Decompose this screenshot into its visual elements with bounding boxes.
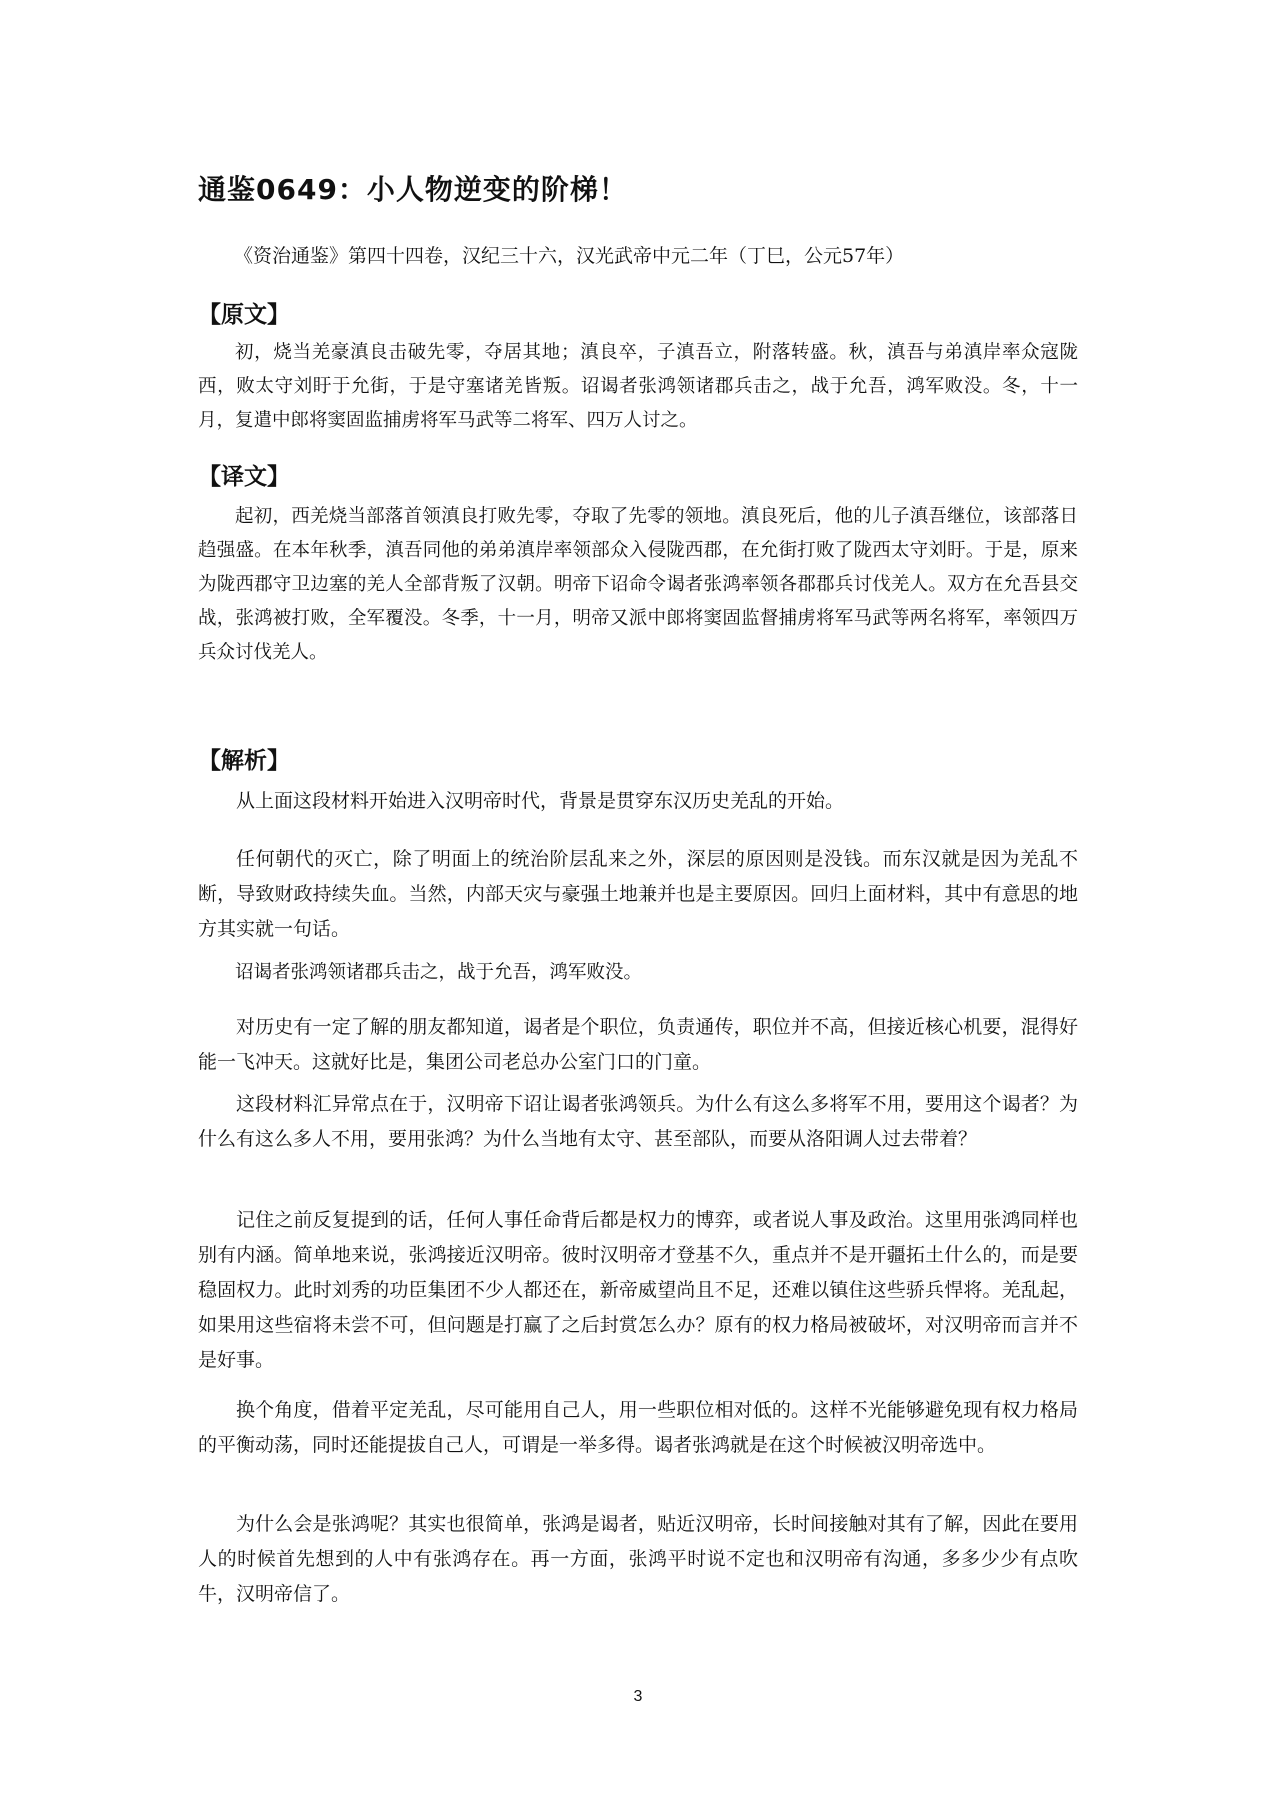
heading-original: 【原文】: [198, 302, 290, 328]
heading-translation: 【译文】: [198, 464, 290, 490]
analysis-paragraph: 任何朝代的灭亡，除了明面上的统治阶层乱来之外，深层的原因则是没钱。而东汉就是因为羌乱不断，导致财政持续失血。当然，内部天灾与豪强土地兼并也是主要原因。回归上面材料，其中有意思的地方其实就一句话。: [198, 848, 1078, 940]
heading-analysis: 【解析】: [198, 748, 290, 774]
document-page: [198, 0, 1078, 1800]
page-title: 通鉴0649：小人物逆变的阶梯！: [198, 173, 628, 206]
analysis-paragraph: 对历史有一定了解的朋友都知道，谒者是个职位，负责通传，职位并不高，但接近核心机要，混得好能一飞冲天。这就好比是，集团公司老总办公室门口的门童。: [198, 1016, 1078, 1073]
analysis-paragraph: 记住之前反复提到的话，任何人事任命背后都是权力的博弈，或者说人事及政治。这里用张鸿同样也别有内涵。简单地来说，张鸿接近汉明帝。彼时汉明帝才登基不久，重点并不是开疆拓土什么的，而是要稳固权力。此时刘秀的功臣集团不少人都还在，新帝威望尚且不足，还难以镇住这些骄兵悍将。羌乱起，如果用这些宿将未尝不可，但问题是打赢了之后封赏怎么办？原有的权力格局被破坏，对汉明帝而言并不是好事。: [198, 1209, 1078, 1371]
original-text: 初，烧当羌豪滇良击破先零，夺居其地；滇良卒，子滇吾立，附落转盛。秋，滇吾与弟滇岸率众寇陇西，败太守刘盱于允街，于是守塞诸羌皆叛。诏谒者张鸿领诸郡兵击之，战于允吾，鸿军败没。冬，十一月，复遣中郎将窦固监捕虏将军马武等二将军、四万人讨之。: [198, 342, 1078, 431]
analysis-paragraph: 从上面这段材料开始进入汉明帝时代，背景是贯穿东汉历史羌乱的开始。: [236, 790, 845, 812]
analysis-paragraph: 这段材料汇异常点在于，汉明帝下诏让谒者张鸿领兵。为什么有这么多将军不用，要用这个谒者？为什么有这么多人不用，要用张鸿？为什么当地有太守、甚至部队，而要从洛阳调人过去带着？: [198, 1093, 1078, 1150]
source-line: 《资治通鉴》第四十四卷，汉纪三十六，汉光武帝中元二年（丁巳，公元57年）: [234, 245, 905, 267]
quoted-original-line: 诏谒者张鸿领诸郡兵击之，战于允吾，鸿军败没。: [235, 962, 643, 983]
analysis-paragraph: 换个角度，借着平定羌乱，尽可能用自己人，用一些职位相对低的。这样不光能够避免现有权力格局的平衡动荡，同时还能提拔自己人，可谓是一举多得。谒者张鸿就是在这个时候被汉明帝选中。: [198, 1399, 1078, 1456]
page-number: 3: [633, 1688, 643, 1705]
translation-text: 起初，西羌烧当部落首领滇良打败先零，夺取了先零的领地。滇良死后，他的儿子滇吾继位，该部落日趋强盛。在本年秋季，滇吾同他的弟弟滇岸率领部众入侵陇西郡，在允街打败了陇西太守刘盱。于是，原来为陇西郡守卫边塞的羌人全部背叛了汉朝。明帝下诏命令谒者张鸿率领各郡郡兵讨伐羌人。双方在允吾县交战，张鸿被打败，全军覆没。冬季，十一月，明帝又派中郎将窦固监督捕虏将军马武等两名将军，率领四万兵众讨伐羌人。: [198, 506, 1078, 663]
analysis-paragraph: 为什么会是张鸿呢？其实也很简单，张鸿是谒者，贴近汉明帝，长时间接触对其有了解，因此在要用人的时候首先想到的人中有张鸿存在。再一方面，张鸿平时说不定也和汉明帝有沟通，多多少少有点吹牛，汉明帝信了。: [198, 1513, 1078, 1605]
